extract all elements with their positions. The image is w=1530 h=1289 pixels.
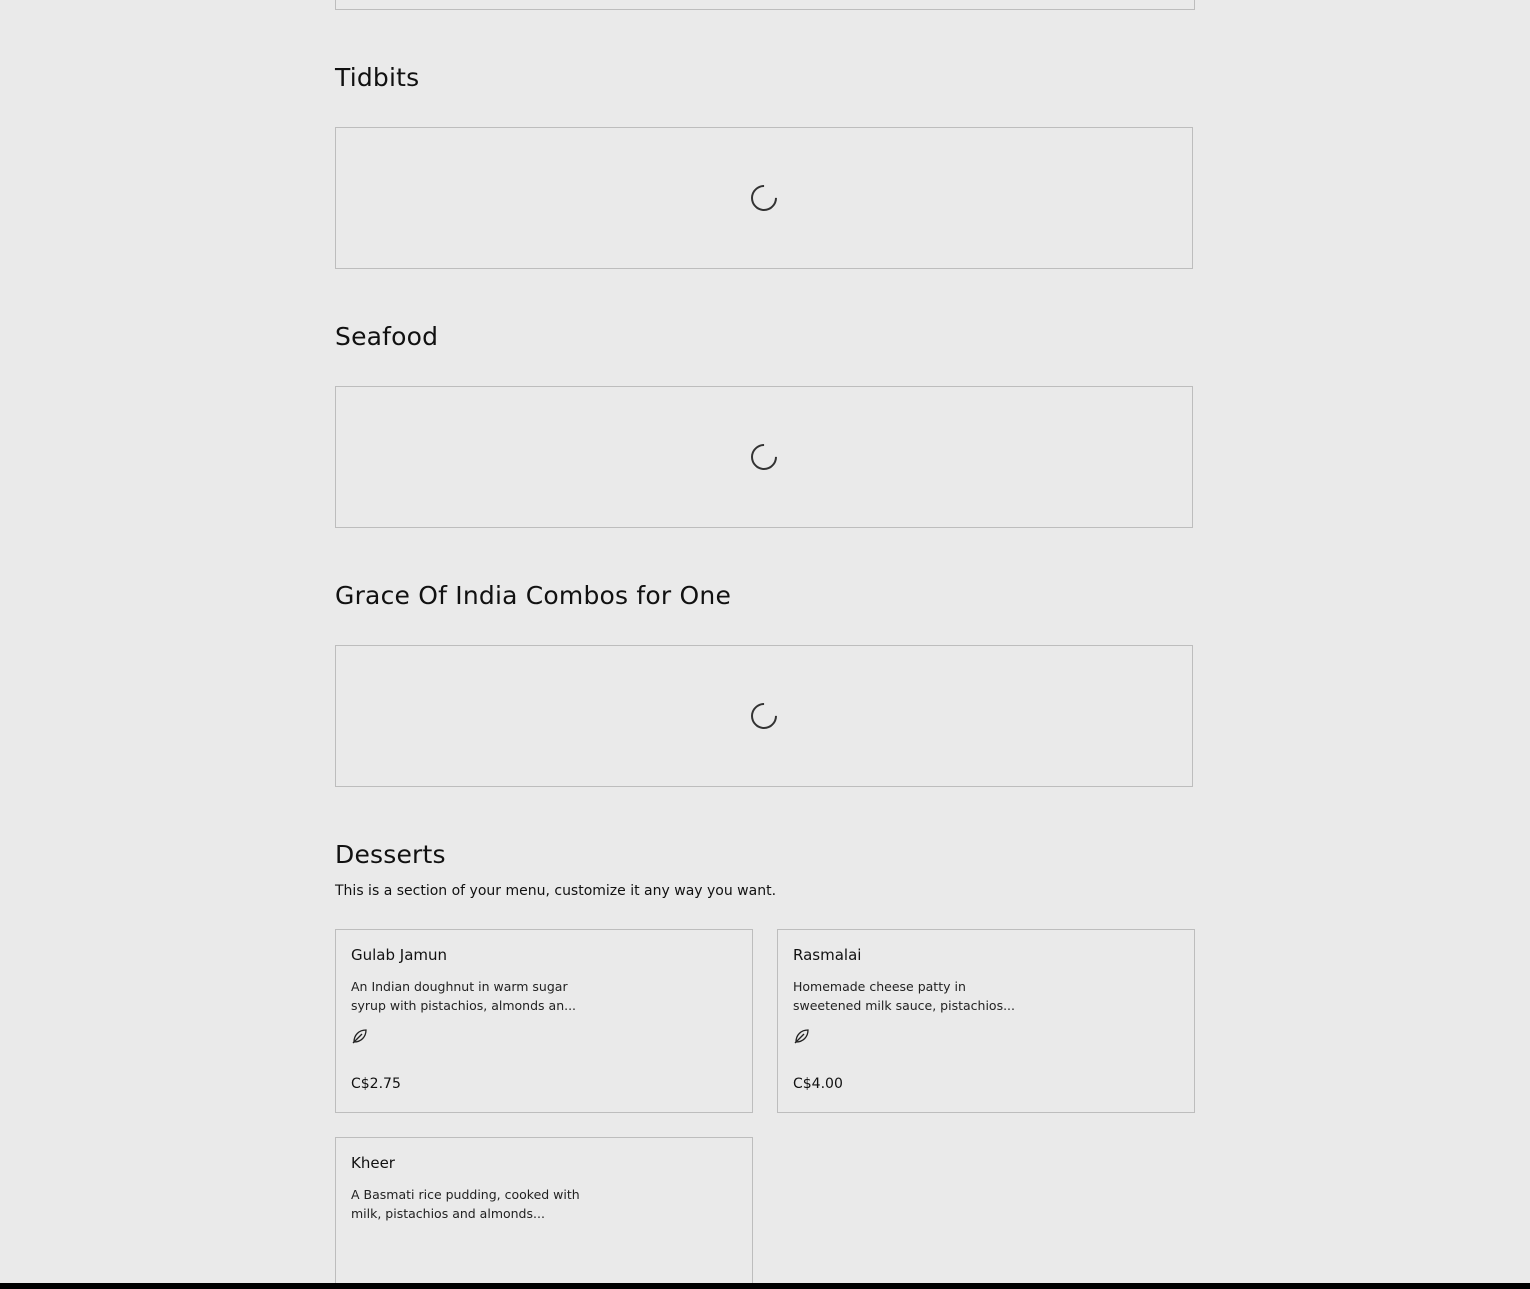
leaf-icon [351,1027,369,1045]
bottom-bar [0,1283,1530,1289]
tidbits-items-container [335,127,1193,269]
loading-spinner-icon [746,439,783,476]
menu-item-description: An Indian doughnut in warm sugar syrup with pistachios, almonds an... [351,979,577,1013]
menu-item-description: A Basmati rice pudding, cooked with milk, pistachios and almonds... [351,1187,580,1221]
seafood-items-container [335,386,1193,528]
menu-item-card[interactable] [335,1137,753,1289]
menu-item-name: Gulab Jamun [351,946,448,964]
menu-item-card[interactable] [335,929,753,1113]
loading-spinner-icon [746,180,783,217]
previous-section-box [335,0,1195,10]
menu-item-price: C$4.00 [793,1076,843,1092]
loading-spinner-icon [746,698,783,735]
section-description-desserts: This is a section of your menu, customize it any way you want. [335,883,777,899]
menu-item-description: Homemade cheese patty in sweetened milk sauce, pistachios... [793,979,1015,1013]
section-title-combos: Grace Of India Combos for One [335,581,732,610]
section-title-desserts: Desserts [335,840,446,869]
combos-items-container [335,645,1193,787]
menu-item-price: C$2.75 [351,1076,401,1092]
menu-item-card[interactable] [777,929,1195,1113]
menu-item-name: Rasmalai [793,946,862,964]
menu-item-name: Kheer [351,1154,395,1172]
section-title-tidbits: Tidbits [335,63,420,92]
leaf-icon [793,1027,811,1045]
section-title-seafood: Seafood [335,322,439,351]
